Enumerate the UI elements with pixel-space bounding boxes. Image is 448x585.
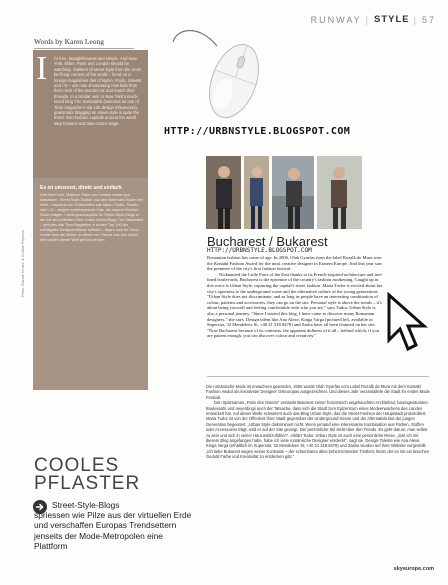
street-style-photo-1 bbox=[206, 156, 241, 229]
section-name: STYLE bbox=[374, 14, 410, 25]
photo-credit: Photo: Razvan Kinarin & Cristian Popescu bbox=[21, 230, 25, 298]
pull-quote-lead: Street-Style-Blogs bbox=[52, 500, 120, 510]
article-headline: Bucharest / Bukarest bbox=[207, 234, 328, 249]
page-header bbox=[311, 14, 436, 25]
drop-cap: I bbox=[36, 50, 48, 87]
german-paragraph-1: Die rumänische Mode ist erwachsen geworden. 2006 wurde Olah Gyarfas vom Label Rozalb de Mura mit dem Kontakt Fashion Award als kreativster Designer Osteuropas ausgezeichnet. Und dieses Jahr veranstaltete die Stadt ihr erstes Mode Festival. bbox=[206, 384, 430, 400]
cooles-title-line-2: PFLASTER bbox=[34, 473, 141, 494]
german-box-text: Und New York, Mailand, Paris und London sollten gut aufpassen. Street-Style-Stalker aus den hintersten Ecken der Welt – inspiriert von Zeitschriften wie Nylon, Fruits, Streets oder i-D – zeigen modebewusste Kids, die eigene Kreative Mode prägen. Lieblingsschauplatz für Street-Style-Blogs in der Art des beliebten New Yorker Mode-Blogs The Sartorialist – welches das Time Magazine in seinen Top 100 der wichtigsten Designeinflüsse aufführt – liegen weit im Trend. Vorbei sind die Zeiten, in denen nur Trends aus den Mode-Metropolen dieser Welt gehört werden. bbox=[40, 193, 144, 242]
photo-strip bbox=[206, 156, 362, 229]
pull-quote-text: spriessen wie Pilze aus der virtuellen Erde und verschaffen Europas Trendsettern jenseits der Mode-Metropolen eine Plattform bbox=[34, 510, 192, 551]
section-rule bbox=[207, 376, 429, 377]
street-style-photo-3 bbox=[272, 156, 314, 229]
arrow-cursor-icon bbox=[386, 292, 432, 354]
header-divider: | bbox=[365, 14, 371, 25]
intro-panel bbox=[33, 50, 148, 178]
street-style-photo-2 bbox=[244, 156, 269, 229]
article-paragraph-1: Romanian fashion has come of age. In 2006, Olah Gyarfas from the label Rozalb de Mura won the Kontakt Fashion Award for the most creative designer in Eastern Europe. And this year saw the premiere of the city's first fashion festival. bbox=[207, 255, 383, 272]
street-style-photo-4 bbox=[317, 156, 362, 229]
cooles-title-line-1: COOLES bbox=[34, 455, 120, 476]
cooles-pflaster-title bbox=[34, 457, 194, 493]
byline-rule bbox=[34, 48, 134, 49]
article-url[interactable]: HTTP://URBNSTYLE.BLOGSPOT.COM bbox=[207, 247, 312, 254]
german-paragraph-2: Den Spitznamen „Paris des Ostens" verdankt Bukarest seiner französisch angehauchten Architektur, baumgesäumten Boulevards und neuerdings auch der Tatsache, dass sich die Stadt zum Epizentrum eines Modeerwachens des Landes entwickelt hat. Auf dieser Welle schwimmt auch das Blog Urban Style, das die Street-Fashion der Hauptstadt protokolliert. Maria Tudor ist von der Offenheit ihrer Stadt gegenüber der Underground-Szene und der Alternativkultur der jungen Generation begeistert. „Urban Style diskriminiert nicht. Wenn jemand eine interessante Kombination aus Farben, Stoffen oder Accessoires trägt, wird er auf der Site gezeigt. Der persönliche Stil steht über den Trends. Es geht darum, man selbst zu sein und sich in seiner Haut wohlzufühlen", erklärt Tudor. Urban Style ist auch eine persönliche Reise. „Seit ich mit diesem Blog angefangen habe, habe ich viele rumänische Designer entdeckt", sagt sie. Design-Talente wie Ana Alexe, Kinga Varga (erhältlich im Superstar, 33 Mendeleev St, +40 21 318 8478) und Zasha wurden auf ihrer Website vorgestellt. „Ich liebe Bukarest wegen seiner Kontraste – der scheinbaren alles beherrschenden Tristheit, hinter der es mit ein bisschen Geduld Farbe und Kreativität zu entdecken gibt." bbox=[206, 400, 430, 460]
byline: Words by Karen Leong bbox=[34, 37, 105, 46]
computer-mouse-icon bbox=[165, 22, 285, 122]
section-prefix: RUNWAY bbox=[310, 14, 362, 25]
blog-url[interactable]: HTTP://URBNSTYLE.BLOGSPOT.COM bbox=[164, 126, 351, 137]
header-divider-2: | bbox=[413, 14, 418, 25]
article-body-english bbox=[207, 255, 383, 339]
intro-box bbox=[33, 50, 148, 390]
article-paragraph-2: Nicknamed the Little Paris of the East thanks to its French-inspired architecture and tree-lined boulevards, Bucharest is the epicentre of the country's fashion awakening. Caught up in this wave is Urban Style, capturing the capital's street fashion. Maria Tudor is excited about her city's openness to the underground scene and the alternative culture of the young generations. "Urban Style does not discriminate, and as long as people have an interesting combination of colour, patterns and accessories, they can go on the site. Personal style is above the trends – it's about being yourself and feeling comfortable with who you are," says Tudor. Urban Style is also a personal journey. "Since I started this blog, I have come to discover many Romanian designers," she says. Design talent like Ana Alexe, Kinga Varga (pictured left, available in Superstar, 33 Mendeleev St, +40 21 318 8478) and Zasha have all been featured on her site. "Now Bucharest because of its contrasts, the apparent dullness of it all – behind which, if you are patient enough, you can discover colour and creativity." bbox=[207, 271, 383, 339]
article-body-german bbox=[206, 384, 430, 460]
german-box-title: Es ist umsonst, direkt und einfach. bbox=[40, 185, 123, 191]
page-number: 57 bbox=[421, 14, 436, 25]
pull-quote bbox=[34, 500, 198, 551]
intro-text: t's free, straightforward and simple. And New York, Milan, Paris and London should be watching. Stalkers of street style from the most far-flung corners of the world – hired on a foreign magazines diet of Nylon, Fruits, Streets and i-D – are now showcasing how kids from their neck of the woods mix and match their threads. In a similar vein to New York's much-loved blog The Sartorialist (selected as one of Time magazine's top 100 design influencers), grassroots blogging on street style is quite the trend. Non-fashion capitals around the world step forward and take centre stage. bbox=[54, 56, 142, 126]
footer-url[interactable]: skyeurope.com bbox=[393, 566, 434, 572]
